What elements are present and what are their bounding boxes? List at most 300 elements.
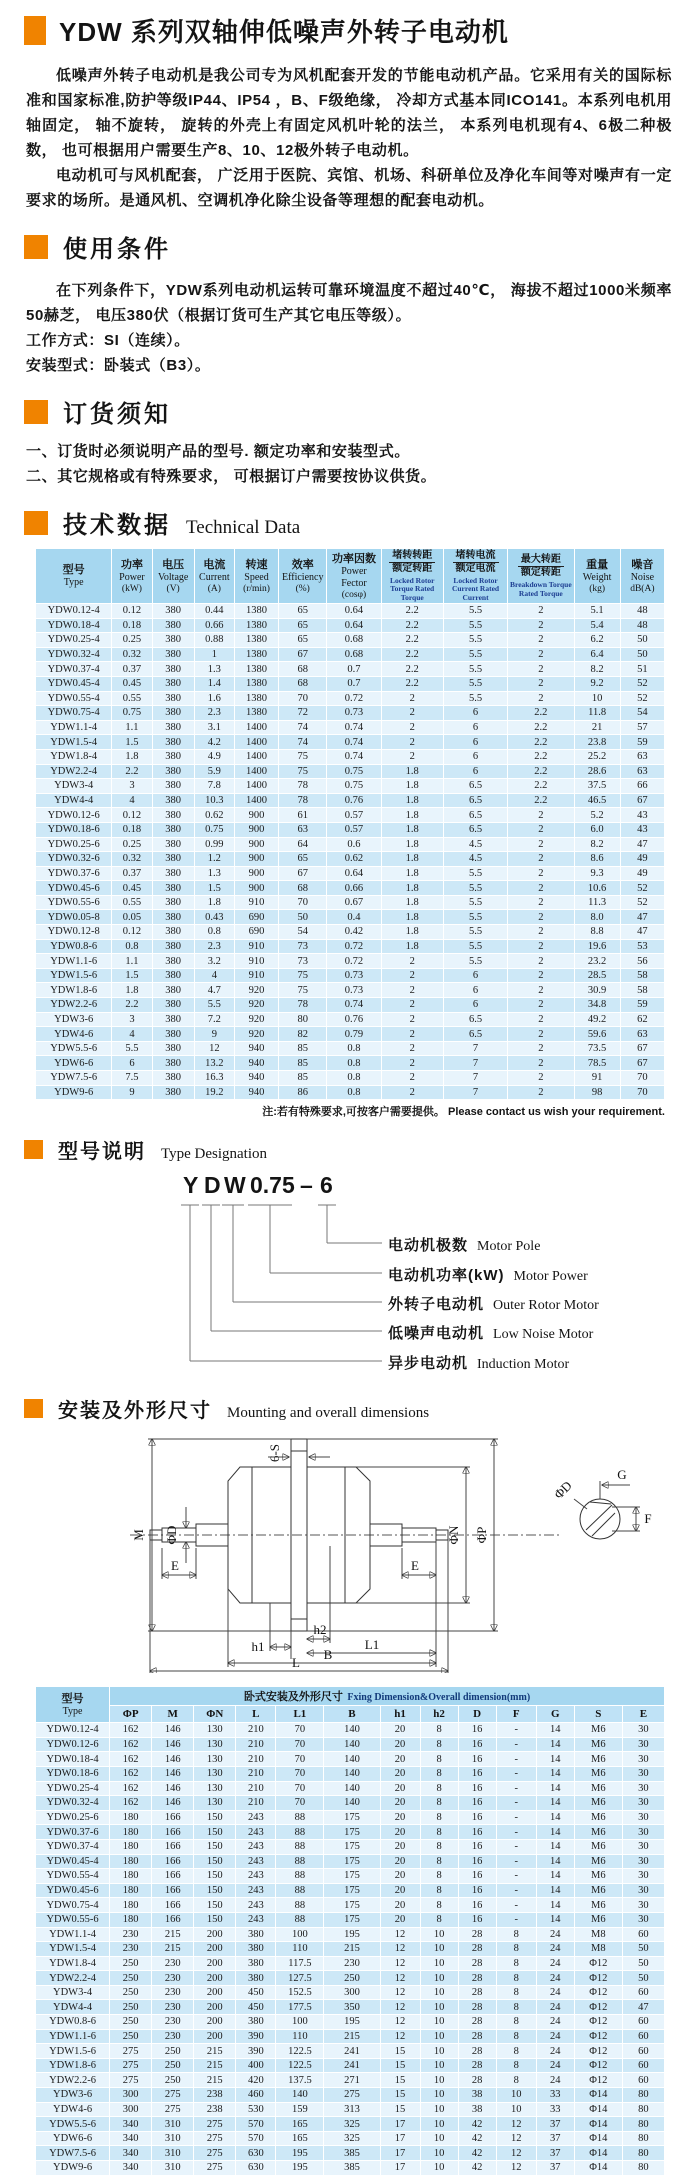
dim-value-cell: 243 bbox=[236, 1854, 276, 1869]
dim-value-cell: 12 bbox=[380, 1971, 420, 1986]
dim-value-cell: 10 bbox=[420, 2088, 458, 2103]
tech-value-cell: 4 bbox=[112, 793, 152, 808]
designation-code-segment: 0.75 bbox=[250, 1172, 295, 1199]
tech-value-cell: 380 bbox=[152, 1012, 194, 1027]
section-ordering-notes bbox=[24, 394, 700, 429]
dim-value-cell: 12 bbox=[496, 2146, 536, 2161]
dim-model-cell: YDW0.32-4 bbox=[36, 1796, 110, 1811]
svg-text:ΦN: ΦN bbox=[446, 1525, 461, 1545]
dim-value-cell: 28 bbox=[458, 1942, 496, 1957]
dim-value-cell: 230 bbox=[152, 1985, 194, 2000]
tech-value-cell: 7 bbox=[443, 1071, 507, 1086]
tech-model-cell: YDW0.55-6 bbox=[36, 895, 112, 910]
dim-table-row bbox=[36, 1766, 665, 1781]
tech-value-cell: 85 bbox=[279, 1041, 327, 1056]
dim-value-cell: 8 bbox=[420, 1825, 458, 1840]
tech-value-cell: 0.57 bbox=[327, 822, 381, 837]
dim-value-cell: 275 bbox=[194, 2146, 236, 2161]
tech-value-cell: 68 bbox=[279, 662, 327, 677]
tech-value-cell: 49 bbox=[620, 852, 664, 867]
dim-model-cell: YDW1.5-6 bbox=[36, 2044, 110, 2059]
dim-value-cell: 10 bbox=[420, 2058, 458, 2073]
dim-value-cell: 250 bbox=[152, 2073, 194, 2088]
dim-value-cell: 200 bbox=[194, 1942, 236, 1957]
dim-table-row bbox=[36, 2161, 665, 2176]
tech-value-cell: 5.5 bbox=[194, 998, 234, 1013]
dim-value-cell: 250 bbox=[110, 1971, 152, 1986]
dim-value-cell: 20 bbox=[380, 1869, 420, 1884]
tech-value-cell: 52 bbox=[620, 881, 664, 896]
dim-value-cell: 42 bbox=[458, 2161, 496, 2176]
tech-value-cell: 910 bbox=[234, 968, 278, 983]
dim-value-cell: 70 bbox=[276, 1766, 324, 1781]
dim-value-cell: Φ12 bbox=[574, 2015, 622, 2030]
dim-value-cell: Φ12 bbox=[574, 2029, 622, 2044]
dim-value-cell: 166 bbox=[152, 1854, 194, 1869]
ordering-item-1: 一、订货时必须说明产品的型号. 额定功率和安装型式。 bbox=[26, 443, 410, 460]
tech-value-cell: 2 bbox=[381, 954, 443, 969]
svg-text:G: G bbox=[617, 1467, 627, 1483]
tech-value-cell: 68 bbox=[279, 676, 327, 691]
dim-value-cell: 24 bbox=[536, 1971, 574, 1986]
dim-value-cell: 180 bbox=[110, 1825, 152, 1840]
tech-value-cell: 2 bbox=[381, 1012, 443, 1027]
tech-value-cell: 0.45 bbox=[112, 881, 152, 896]
tech-value-cell: 5.5 bbox=[443, 691, 507, 706]
tech-model-cell: YDW1.1-4 bbox=[36, 720, 112, 735]
dim-model-cell: YDW0.55-6 bbox=[36, 1912, 110, 1927]
tech-value-cell: 0.45 bbox=[112, 676, 152, 691]
tech-value-cell: 2 bbox=[381, 706, 443, 721]
dim-value-cell: 12 bbox=[380, 1927, 420, 1942]
dim-col-header: ΦN bbox=[194, 1706, 236, 1723]
tech-value-cell: 2 bbox=[508, 1085, 574, 1100]
tech-value-cell: 0.55 bbox=[112, 895, 152, 910]
dim-model-cell: YDW0.37-6 bbox=[36, 1825, 110, 1840]
tech-value-cell: 2 bbox=[508, 1041, 574, 1056]
designation-label-outer-rotor: 外转子电动机 Outer Rotor Motor bbox=[388, 1296, 599, 1314]
tech-value-cell: 7.2 bbox=[194, 1012, 234, 1027]
dim-value-cell: - bbox=[496, 1752, 536, 1767]
dim-table-row bbox=[36, 1752, 665, 1767]
tech-value-cell: 78 bbox=[279, 779, 327, 794]
dim-value-cell: Φ12 bbox=[574, 2058, 622, 2073]
dim-table-header-row bbox=[36, 1706, 665, 1723]
tech-value-cell: 380 bbox=[152, 691, 194, 706]
dim-value-cell: 400 bbox=[236, 2058, 276, 2073]
tech-value-cell: 1.8 bbox=[194, 895, 234, 910]
tech-value-cell: 3 bbox=[112, 779, 152, 794]
tech-value-cell: 5.5 bbox=[112, 1041, 152, 1056]
tech-value-cell: 6.2 bbox=[574, 633, 620, 648]
dim-value-cell: 630 bbox=[236, 2161, 276, 2176]
tech-value-cell: 1 bbox=[194, 647, 234, 662]
dim-value-cell: 60 bbox=[622, 1985, 664, 2000]
tech-value-cell: 8.2 bbox=[574, 837, 620, 852]
dim-value-cell: 10 bbox=[420, 2015, 458, 2030]
tech-value-cell: 2.2 bbox=[381, 618, 443, 633]
dim-value-cell: 20 bbox=[380, 1810, 420, 1825]
tech-value-cell: 7.5 bbox=[112, 1071, 152, 1086]
tech-value-cell: 2 bbox=[381, 968, 443, 983]
dim-value-cell: 175 bbox=[324, 1869, 380, 1884]
tech-value-cell: 0.88 bbox=[194, 633, 234, 648]
tech-model-cell: YDW6-6 bbox=[36, 1056, 112, 1071]
orange-square-icon bbox=[24, 400, 48, 424]
dim-table-row bbox=[36, 1869, 665, 1884]
dim-value-cell: 300 bbox=[110, 2088, 152, 2103]
tech-value-cell: 2 bbox=[508, 1056, 574, 1071]
tech-value-cell: 19.6 bbox=[574, 939, 620, 954]
dim-value-cell: 14 bbox=[536, 1912, 574, 1927]
tech-value-cell: 49 bbox=[620, 866, 664, 881]
dim-value-cell: - bbox=[496, 1912, 536, 1927]
tech-value-cell: 380 bbox=[152, 779, 194, 794]
dim-value-cell: 180 bbox=[110, 1854, 152, 1869]
tech-table-row bbox=[36, 939, 665, 954]
dim-value-cell: 450 bbox=[236, 1985, 276, 2000]
dim-col-header: G bbox=[536, 1706, 574, 1723]
dim-value-cell: 24 bbox=[536, 2058, 574, 2073]
dim-value-cell: 12 bbox=[380, 2000, 420, 2015]
dim-col-header: ΦP bbox=[110, 1706, 152, 1723]
dim-value-cell: 146 bbox=[152, 1737, 194, 1752]
tech-value-cell: 6 bbox=[443, 998, 507, 1013]
dim-value-cell: 243 bbox=[236, 1810, 276, 1825]
tech-table-row bbox=[36, 1012, 665, 1027]
dim-value-cell: 80 bbox=[622, 2088, 664, 2103]
dim-value-cell: 200 bbox=[194, 1956, 236, 1971]
tech-value-cell: 1380 bbox=[234, 604, 278, 619]
tech-table-row bbox=[36, 618, 665, 633]
tech-value-cell: 2.2 bbox=[508, 793, 574, 808]
tech-value-cell: 0.12 bbox=[112, 925, 152, 940]
dim-value-cell: 30 bbox=[622, 1883, 664, 1898]
dim-value-cell: 310 bbox=[152, 2131, 194, 2146]
tech-value-cell: 1.8 bbox=[381, 822, 443, 837]
dim-value-cell: 159 bbox=[276, 2102, 324, 2117]
tech-value-cell: 380 bbox=[152, 604, 194, 619]
tech-value-cell: 900 bbox=[234, 881, 278, 896]
dim-value-cell: 150 bbox=[194, 1854, 236, 1869]
tech-value-cell: 0.75 bbox=[194, 822, 234, 837]
dim-table-title: 卧式安装及外形尺寸 Fxing Dimension&Overall dimension(mm) bbox=[110, 1687, 665, 1706]
dim-col-header: h1 bbox=[380, 1706, 420, 1723]
tech-value-cell: 0.76 bbox=[327, 793, 381, 808]
dim-value-cell: 20 bbox=[380, 1766, 420, 1781]
tech-value-cell: 6 bbox=[443, 968, 507, 983]
dim-model-cell: YDW1.1-6 bbox=[36, 2029, 110, 2044]
tech-value-cell: 63 bbox=[620, 1027, 664, 1042]
dim-value-cell: 15 bbox=[380, 2044, 420, 2059]
dim-table-row bbox=[36, 1781, 665, 1796]
tech-value-cell: 70 bbox=[279, 895, 327, 910]
tech-value-cell: 900 bbox=[234, 866, 278, 881]
dim-value-cell: 162 bbox=[110, 1766, 152, 1781]
tech-value-cell: 4.2 bbox=[194, 735, 234, 750]
svg-text:E: E bbox=[171, 1558, 179, 1574]
tech-value-cell: 1.8 bbox=[381, 895, 443, 910]
dim-value-cell: Φ14 bbox=[574, 2088, 622, 2103]
tech-value-cell: 70 bbox=[279, 691, 327, 706]
tech-value-cell: 74 bbox=[279, 735, 327, 750]
tech-value-cell: 2 bbox=[508, 954, 574, 969]
dim-value-cell: 250 bbox=[110, 2015, 152, 2030]
dim-value-cell: 390 bbox=[236, 2044, 276, 2059]
tech-value-cell: 920 bbox=[234, 1027, 278, 1042]
dim-value-cell: 8 bbox=[420, 1766, 458, 1781]
dim-value-cell: 210 bbox=[236, 1796, 276, 1811]
section-title: 安装及外形尺寸 bbox=[58, 1400, 212, 1423]
svg-text:ΦD: ΦD bbox=[550, 1478, 575, 1502]
svg-text:h2: h2 bbox=[313, 1622, 327, 1638]
dim-value-cell: 14 bbox=[536, 1883, 574, 1898]
tech-value-cell: 380 bbox=[152, 764, 194, 779]
tech-value-cell: 1.8 bbox=[381, 808, 443, 823]
tech-value-cell: 5.5 bbox=[443, 910, 507, 925]
dim-value-cell: 16 bbox=[458, 1854, 496, 1869]
dim-value-cell: 250 bbox=[110, 1956, 152, 1971]
tech-value-cell: 380 bbox=[152, 852, 194, 867]
usage-paragraph: 在下列条件下，YDW系列电动机运转可靠环境温度不超过40℃， 海拔不超过1000米频率50赫芝， 电压380伏（根据订货可生产其它电压等级）。 bbox=[26, 282, 672, 324]
tech-value-cell: 2 bbox=[508, 691, 574, 706]
tech-value-cell: 2 bbox=[508, 676, 574, 691]
tech-value-cell: 910 bbox=[234, 954, 278, 969]
tech-col-weight: 重量 Weight (kg) bbox=[574, 549, 620, 604]
tech-value-cell: 1.8 bbox=[112, 983, 152, 998]
tech-value-cell: 2 bbox=[508, 866, 574, 881]
dim-value-cell: 8 bbox=[496, 1971, 536, 1986]
dim-value-cell: 241 bbox=[324, 2044, 380, 2059]
tech-value-cell: 72 bbox=[279, 706, 327, 721]
dim-value-cell: 8 bbox=[420, 1898, 458, 1913]
dim-value-cell: 275 bbox=[324, 2088, 380, 2103]
dim-value-cell: 230 bbox=[110, 1927, 152, 1942]
dim-value-cell: 8 bbox=[496, 2000, 536, 2015]
dim-table-row bbox=[36, 1839, 665, 1854]
dim-value-cell: 8 bbox=[420, 1854, 458, 1869]
tech-value-cell: 1.5 bbox=[194, 881, 234, 896]
tech-value-cell: 54 bbox=[279, 925, 327, 940]
tech-table-row bbox=[36, 895, 665, 910]
designation-code-segment: Y bbox=[183, 1172, 199, 1199]
tech-model-cell: YDW0.45-6 bbox=[36, 881, 112, 896]
dim-value-cell: 340 bbox=[110, 2131, 152, 2146]
dim-value-cell: - bbox=[496, 1854, 536, 1869]
dim-value-cell: 8 bbox=[496, 2073, 536, 2088]
dim-value-cell: 177.5 bbox=[276, 2000, 324, 2015]
tech-value-cell: 0.05 bbox=[112, 910, 152, 925]
tech-value-cell: 5.5 bbox=[443, 925, 507, 940]
tech-table-row bbox=[36, 998, 665, 1013]
dim-model-cell: YDW0.45-6 bbox=[36, 1883, 110, 1898]
tech-value-cell: 6.4 bbox=[574, 647, 620, 662]
tech-value-cell: 1.8 bbox=[381, 910, 443, 925]
tech-model-cell: YDW0.18-6 bbox=[36, 822, 112, 837]
dim-value-cell: 12 bbox=[496, 2117, 536, 2132]
tech-value-cell: 6.5 bbox=[443, 1027, 507, 1042]
dim-value-cell: 70 bbox=[276, 1796, 324, 1811]
dim-value-cell: 630 bbox=[236, 2146, 276, 2161]
dim-value-cell: 340 bbox=[110, 2117, 152, 2132]
dim-model-cell: YDW2.2-6 bbox=[36, 2073, 110, 2088]
tech-value-cell: 380 bbox=[152, 1085, 194, 1100]
tech-model-cell: YDW0.25-6 bbox=[36, 837, 112, 852]
tech-value-cell: 380 bbox=[152, 925, 194, 940]
tech-value-cell: 1380 bbox=[234, 633, 278, 648]
dim-table-row bbox=[36, 2044, 665, 2059]
dim-table-row bbox=[36, 2058, 665, 2073]
tech-value-cell: 78.5 bbox=[574, 1056, 620, 1071]
designation-code-segment: W bbox=[224, 1172, 246, 1199]
dim-value-cell: 42 bbox=[458, 2131, 496, 2146]
tech-value-cell: 2.2 bbox=[508, 706, 574, 721]
dim-value-cell: 17 bbox=[380, 2146, 420, 2161]
dim-value-cell: 8 bbox=[420, 1781, 458, 1796]
tech-value-cell: 6 bbox=[443, 983, 507, 998]
dim-value-cell: 8 bbox=[496, 2029, 536, 2044]
tech-value-cell: 0.25 bbox=[112, 837, 152, 852]
dim-value-cell: 380 bbox=[236, 1927, 276, 1942]
tech-value-cell: 1.8 bbox=[381, 852, 443, 867]
dim-value-cell: 100 bbox=[276, 1927, 324, 1942]
tech-value-cell: 47 bbox=[620, 910, 664, 925]
tech-value-cell: 1380 bbox=[234, 647, 278, 662]
tech-value-cell: 0.32 bbox=[112, 852, 152, 867]
tech-model-cell: YDW0.55-4 bbox=[36, 691, 112, 706]
dim-value-cell: 385 bbox=[324, 2146, 380, 2161]
dim-model-cell: YDW0.25-6 bbox=[36, 1810, 110, 1825]
tech-value-cell: 0.62 bbox=[194, 808, 234, 823]
dim-value-cell: 275 bbox=[110, 2073, 152, 2088]
tech-table-row bbox=[36, 662, 665, 677]
tech-value-cell: 1.4 bbox=[194, 676, 234, 691]
dim-value-cell: 42 bbox=[458, 2146, 496, 2161]
dim-value-cell: 14 bbox=[536, 1854, 574, 1869]
dim-value-cell: 10 bbox=[420, 1942, 458, 1957]
dim-value-cell: 325 bbox=[324, 2117, 380, 2132]
dim-value-cell: - bbox=[496, 1869, 536, 1884]
dim-value-cell: - bbox=[496, 1723, 536, 1738]
dim-value-cell: 230 bbox=[324, 1956, 380, 1971]
tech-value-cell: 1.8 bbox=[381, 837, 443, 852]
tech-value-cell: 3 bbox=[112, 1012, 152, 1027]
tech-model-cell: YDW0.32-4 bbox=[36, 647, 112, 662]
tech-value-cell: 10.6 bbox=[574, 881, 620, 896]
dim-value-cell: 180 bbox=[110, 1869, 152, 1884]
tech-value-cell: 5.1 bbox=[574, 604, 620, 619]
tech-value-cell: 2.2 bbox=[381, 647, 443, 662]
dim-value-cell: 127.5 bbox=[276, 1971, 324, 1986]
tech-value-cell: 52 bbox=[620, 691, 664, 706]
tech-model-cell: YDW1.8-4 bbox=[36, 749, 112, 764]
tech-value-cell: 920 bbox=[234, 983, 278, 998]
dim-value-cell: 162 bbox=[110, 1781, 152, 1796]
tech-col-locked-rotor-current: $\frac{\text{堵转电流}}{\text{额定电流}}$ Locked Rotor Current Rated Current bbox=[443, 549, 507, 604]
dim-value-cell: 230 bbox=[152, 2029, 194, 2044]
tech-value-cell: 5.5 bbox=[443, 662, 507, 677]
tech-value-cell: 67 bbox=[620, 793, 664, 808]
tech-value-cell: 1.8 bbox=[381, 764, 443, 779]
tech-col-power-factor: 功率因数 Power Fector (cosφ) bbox=[327, 549, 381, 604]
tech-value-cell: 58 bbox=[620, 968, 664, 983]
dim-value-cell: M6 bbox=[574, 1796, 622, 1811]
dim-col-header: h2 bbox=[420, 1706, 458, 1723]
dim-value-cell: M8 bbox=[574, 1927, 622, 1942]
dim-value-cell: 271 bbox=[324, 2073, 380, 2088]
svg-text:F: F bbox=[644, 1511, 652, 1527]
tech-value-cell: 5.5 bbox=[443, 676, 507, 691]
technical-data-table bbox=[35, 548, 665, 1100]
tech-model-cell: YDW0.8-6 bbox=[36, 939, 112, 954]
usage-mount-type: 安装型式：卧装式（B3）。 bbox=[26, 357, 211, 374]
tech-value-cell: 380 bbox=[152, 720, 194, 735]
dim-value-cell: 230 bbox=[152, 1956, 194, 1971]
tech-value-cell: 380 bbox=[152, 618, 194, 633]
tech-value-cell: 0.68 bbox=[327, 633, 381, 648]
dim-value-cell: 50 bbox=[622, 1942, 664, 1957]
tech-value-cell: 65 bbox=[279, 852, 327, 867]
dim-value-cell: 30 bbox=[622, 1810, 664, 1825]
tech-model-cell: YDW4-4 bbox=[36, 793, 112, 808]
dim-value-cell: 70 bbox=[276, 1737, 324, 1752]
dim-value-cell: 570 bbox=[236, 2117, 276, 2132]
tech-value-cell: 5.5 bbox=[443, 633, 507, 648]
tech-value-cell: 28.6 bbox=[574, 764, 620, 779]
tech-value-cell: 2.2 bbox=[508, 720, 574, 735]
tech-table-row bbox=[36, 1027, 665, 1042]
tech-value-cell: 6.0 bbox=[574, 822, 620, 837]
dim-value-cell: 250 bbox=[324, 1971, 380, 1986]
tech-value-cell: 1.5 bbox=[112, 968, 152, 983]
dim-value-cell: 24 bbox=[536, 2015, 574, 2030]
tech-value-cell: 2.2 bbox=[381, 604, 443, 619]
dim-value-cell: 122.5 bbox=[276, 2044, 324, 2059]
tech-value-cell: 380 bbox=[152, 808, 194, 823]
dim-value-cell: 28 bbox=[458, 1985, 496, 2000]
dim-value-cell: 230 bbox=[152, 2015, 194, 2030]
tech-col-efficiency: 效率 Efficiency (%) bbox=[279, 549, 327, 604]
section-subtitle: Technical Data bbox=[186, 517, 301, 538]
tech-value-cell: 9 bbox=[112, 1085, 152, 1100]
dim-value-cell: 60 bbox=[622, 2073, 664, 2088]
dim-value-cell: 8 bbox=[496, 1942, 536, 1957]
dim-value-cell: 180 bbox=[110, 1883, 152, 1898]
tech-value-cell: 75 bbox=[279, 764, 327, 779]
tech-value-cell: 1400 bbox=[234, 720, 278, 735]
dim-value-cell: 60 bbox=[622, 2044, 664, 2059]
dim-value-cell: 60 bbox=[622, 2029, 664, 2044]
dim-value-cell: 380 bbox=[236, 1942, 276, 1957]
designation-label-induction: 异步电动机 Induction Motor bbox=[388, 1355, 570, 1373]
dim-value-cell: 210 bbox=[236, 1723, 276, 1738]
tech-value-cell: 2 bbox=[381, 749, 443, 764]
tech-value-cell: 0.74 bbox=[327, 735, 381, 750]
tech-value-cell: 48 bbox=[620, 604, 664, 619]
dim-value-cell: 60 bbox=[622, 2015, 664, 2030]
tech-value-cell: 0.43 bbox=[194, 910, 234, 925]
dim-value-cell: 166 bbox=[152, 1839, 194, 1854]
tech-value-cell: 0.8 bbox=[194, 925, 234, 940]
tech-value-cell: 0.7 bbox=[327, 676, 381, 691]
tech-table-row bbox=[36, 764, 665, 779]
tech-model-cell: YDW0.12-8 bbox=[36, 925, 112, 940]
tech-table-row bbox=[36, 837, 665, 852]
tech-value-cell: 6 bbox=[443, 764, 507, 779]
tech-model-cell: YDW0.37-4 bbox=[36, 662, 112, 677]
tech-value-cell: 3.2 bbox=[194, 954, 234, 969]
dim-table-row bbox=[36, 1985, 665, 2000]
